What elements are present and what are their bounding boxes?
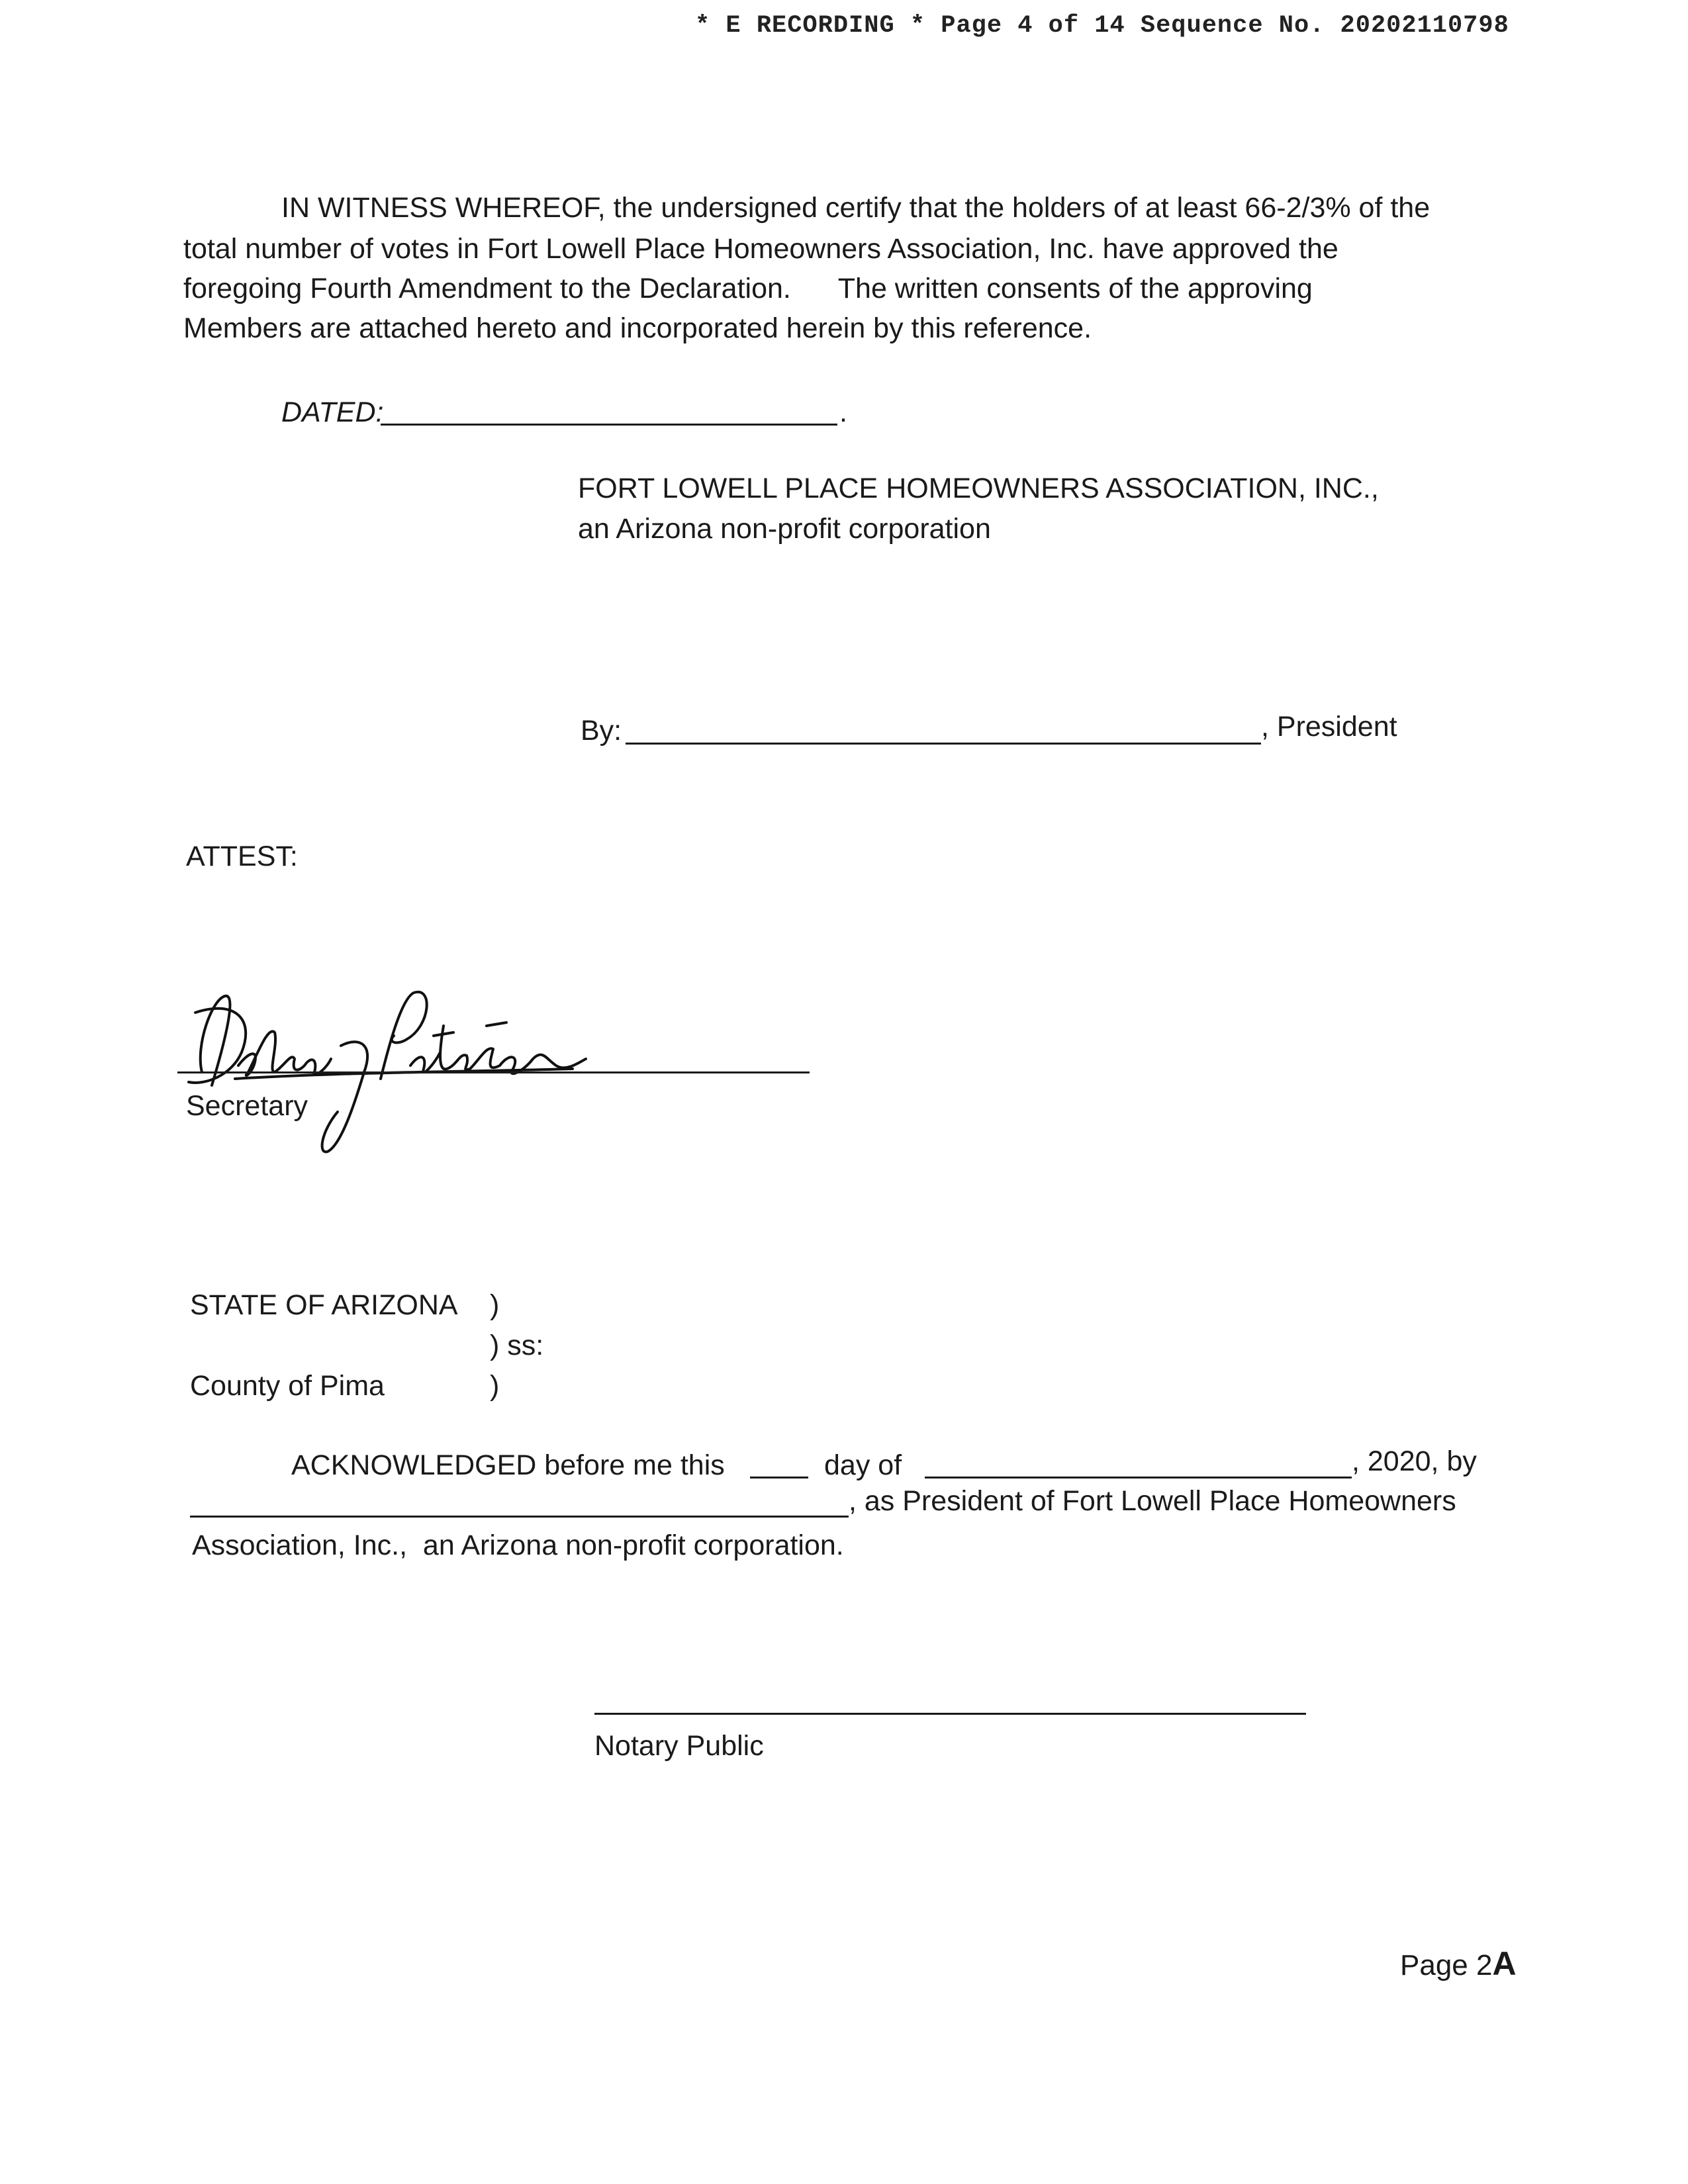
venue-ss: ) ss: xyxy=(490,1330,544,1361)
secretary-label: Secretary xyxy=(186,1090,308,1122)
secretary-signature-line xyxy=(177,1071,810,1073)
ack-line-2: Association, Inc., an Arizona non-profit corporation. xyxy=(192,1529,844,1561)
notary-signature-line xyxy=(594,1713,1306,1715)
secretary-signature-image xyxy=(175,973,679,1158)
corporation-name: FORT LOWELL PLACE HOMEOWNERS ASSOCIATION, INC., xyxy=(578,473,1379,504)
witness-line-1: IN WITNESS WHEREOF, the undersigned certify that the holders of at least 66-2/3% of the xyxy=(281,192,1430,224)
recording-header: * E RECORDING * Page 4 of 14 Sequence No. 20202110798 xyxy=(695,12,1509,40)
corporation-description: an Arizona non-profit corporation xyxy=(578,513,991,545)
president-title: , President xyxy=(1261,711,1397,743)
notary-label: Notary Public xyxy=(594,1730,764,1762)
venue-state: STATE OF ARIZONA xyxy=(190,1289,458,1321)
ack-part-4: , as President of Fort Lowell Place Homeowners xyxy=(849,1485,1456,1517)
page-number xyxy=(1400,1944,1517,1983)
ack-part-2: day of xyxy=(824,1449,902,1481)
ack-name-blank xyxy=(190,1516,849,1518)
ack-day-blank xyxy=(750,1477,808,1479)
witness-line-4: Members are attached hereto and incorporated herein by this reference. xyxy=(183,312,1092,344)
witness-line-3: foregoing Fourth Amendment to the Declaration. The written consents of the approving xyxy=(183,273,1313,304)
by-label: By: xyxy=(581,715,622,747)
attest-label: ATTEST: xyxy=(186,841,298,872)
page-number-suffix: A xyxy=(1492,1945,1517,1982)
venue-paren-1: ) xyxy=(490,1289,500,1321)
ack-part-1: ACKNOWLEDGED before me this xyxy=(291,1449,725,1481)
president-signature-line xyxy=(626,743,1261,745)
page-number-prefix: Page 2 xyxy=(1400,1949,1493,1981)
dated-label: DATED: xyxy=(281,396,384,428)
venue-paren-3: ) xyxy=(490,1370,500,1402)
witness-line-2: total number of votes in Fort Lowell Place Homeowners Association, Inc. have approved the xyxy=(183,233,1338,265)
venue-county: County of Pima xyxy=(190,1370,385,1402)
dated-blank-line xyxy=(381,424,837,426)
ack-month-blank xyxy=(925,1477,1352,1479)
ack-part-3: , 2020, by xyxy=(1352,1445,1477,1477)
dated-period: . xyxy=(839,396,847,428)
